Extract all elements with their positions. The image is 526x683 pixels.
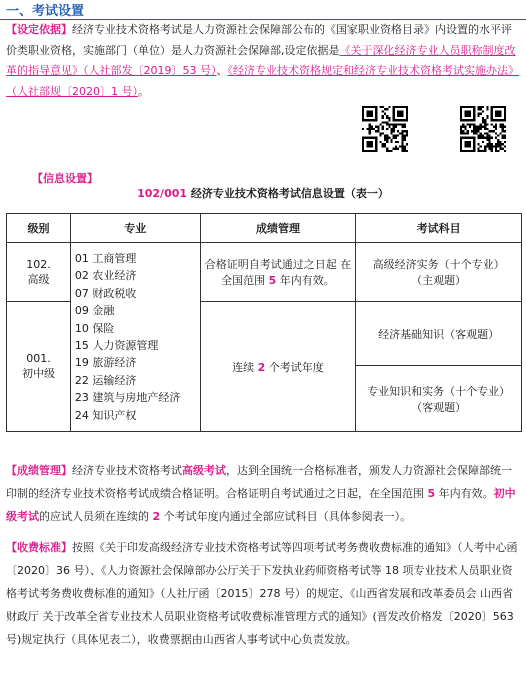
table-title bbox=[0, 185, 526, 201]
qr-code-left bbox=[362, 106, 408, 152]
score-junior-years: 2 bbox=[257, 360, 266, 374]
score-key-senior: 高级考试 bbox=[182, 464, 226, 477]
score-text-2: ，达到全国统一合格标准者，颁发人力资源社会保障部统一印制的经济专业技术资格考试成绩合格证明。合格证明自考试通过之日起，在全国范围 bbox=[6, 464, 512, 500]
score-tag: 【成绩管理】 bbox=[6, 464, 72, 477]
score-junior-pre: 连续 bbox=[232, 360, 258, 374]
majors-cell bbox=[70, 243, 200, 432]
score-text-5: 个考试年度内通过全部应试科目（具体参阅表一）。 bbox=[160, 510, 412, 523]
score-junior bbox=[200, 302, 356, 432]
basis-end: 。 bbox=[138, 84, 149, 98]
score-paragraph bbox=[6, 459, 520, 528]
subject-practice-name: 专业知识和实务（十个专业） bbox=[367, 384, 511, 398]
subject-practice bbox=[356, 366, 522, 432]
qr-code-right bbox=[460, 106, 506, 152]
major-item: 22 运输经济 bbox=[74, 373, 137, 387]
basis-tag: 【设定依据】 bbox=[6, 23, 72, 36]
score-senior-years: 5 bbox=[268, 274, 277, 287]
major-item: 01 工商管理 bbox=[74, 251, 137, 265]
level-senior-name: 高级 bbox=[27, 272, 50, 286]
level-junior-name: 初中级 bbox=[21, 367, 55, 380]
subject-basic: 经济基础知识（客观题） bbox=[356, 302, 522, 366]
table-title-text: 经济专业技术资格考试信息设置（表一） bbox=[187, 187, 389, 200]
header-level: 级别 bbox=[7, 214, 71, 243]
major-item: 15 人力资源管理 bbox=[74, 339, 159, 352]
major-item: 19 旅游经济 bbox=[74, 356, 137, 370]
fee-tag: 【收费标准】 bbox=[6, 541, 72, 554]
major-item: 23 建筑与房地产经济 bbox=[74, 391, 181, 405]
score-senior-pre: 合格证明自考试通过之日起 在全国范围 bbox=[204, 258, 352, 287]
score-key-years: 5 bbox=[427, 487, 436, 500]
major-item: 10 保险 bbox=[74, 321, 115, 335]
subject-senior bbox=[356, 243, 522, 302]
subject-senior-type: （主观题） bbox=[411, 274, 467, 287]
score-text-3: 年内有效。 bbox=[435, 487, 494, 500]
policy-link-2[interactable]: 《经济专业技术资格规定和经济专业技术资格考试实施办法》（人社部规〔2020〕1 号） bbox=[6, 64, 519, 98]
basis-separator: 、 bbox=[216, 64, 228, 77]
score-junior-post: 个考试年度 bbox=[265, 360, 324, 374]
subject-senior-name: 高级经济实务（十个专业） bbox=[372, 258, 505, 271]
fee-paragraph bbox=[6, 536, 520, 651]
info-tag: 【信息设置】 bbox=[32, 172, 98, 185]
basis-text: 经济专业技术资格考试是人力资源社会保障部公布的《国家职业资格目录》内设置的水平评价类职业资格，实施部门（单位）是人力资源社会保障部,设定依据是 bbox=[6, 23, 512, 57]
major-item: 02 农业经济 bbox=[74, 269, 137, 283]
section-title: 一、考试设置 bbox=[6, 4, 85, 19]
level-junior-code: 001. bbox=[26, 352, 51, 365]
header-subject: 考试科目 bbox=[356, 214, 522, 243]
score-key-junior: 初中级考试 bbox=[6, 487, 516, 523]
qr-code-icon bbox=[362, 106, 408, 152]
level-senior bbox=[7, 243, 71, 302]
qr-code-icon bbox=[460, 106, 506, 152]
score-key-years-2: 2 bbox=[152, 510, 161, 523]
header-score: 成绩管理 bbox=[200, 214, 356, 243]
major-item: 24 知识产权 bbox=[74, 408, 137, 422]
level-senior-code: 102. bbox=[26, 257, 51, 271]
table-title-number: 102/001 bbox=[137, 187, 188, 200]
basis-paragraph bbox=[6, 20, 520, 102]
score-senior-post: 年内有效。 bbox=[276, 274, 335, 287]
subject-practice-type: （客观题） bbox=[411, 400, 467, 414]
major-item: 07 财政税收 bbox=[74, 286, 137, 300]
major-item: 09 金融 bbox=[74, 304, 115, 318]
header-major: 专业 bbox=[70, 214, 200, 243]
score-text-4: 的应试人员须在连续的 bbox=[39, 510, 153, 523]
exam-info-table bbox=[6, 213, 522, 432]
score-text-1: 经济专业技术资格考试 bbox=[72, 464, 182, 477]
policy-link-1[interactable]: 《关于深化经济专业人员职称制度改革的指导意见》（人社部发〔2019〕53 号） bbox=[6, 43, 516, 77]
level-junior bbox=[7, 302, 71, 432]
fee-text: 按照《关于印发高级经济专业技术资格考试等四项考试考务费收费标准的通知》（人考中心函〔2020〕36 号）、《人力资源社会保障部办公厅关于下发执业药师资格考试等 18 项专业技术人员职业资格考试考务费收费标准的通知》（人社厅函〔2015〕278 号）的规定、《山西省发展和改革委员会 山西省财政厅 关于改革全省专业技术人员职业资格考试收费标准管理方式的通知》(晋发改价格发〔2020〕563 号)规定执行（具体见表二），收费票据由山西省人事考试中心负责发放。 bbox=[6, 541, 518, 646]
score-senior bbox=[200, 243, 356, 302]
